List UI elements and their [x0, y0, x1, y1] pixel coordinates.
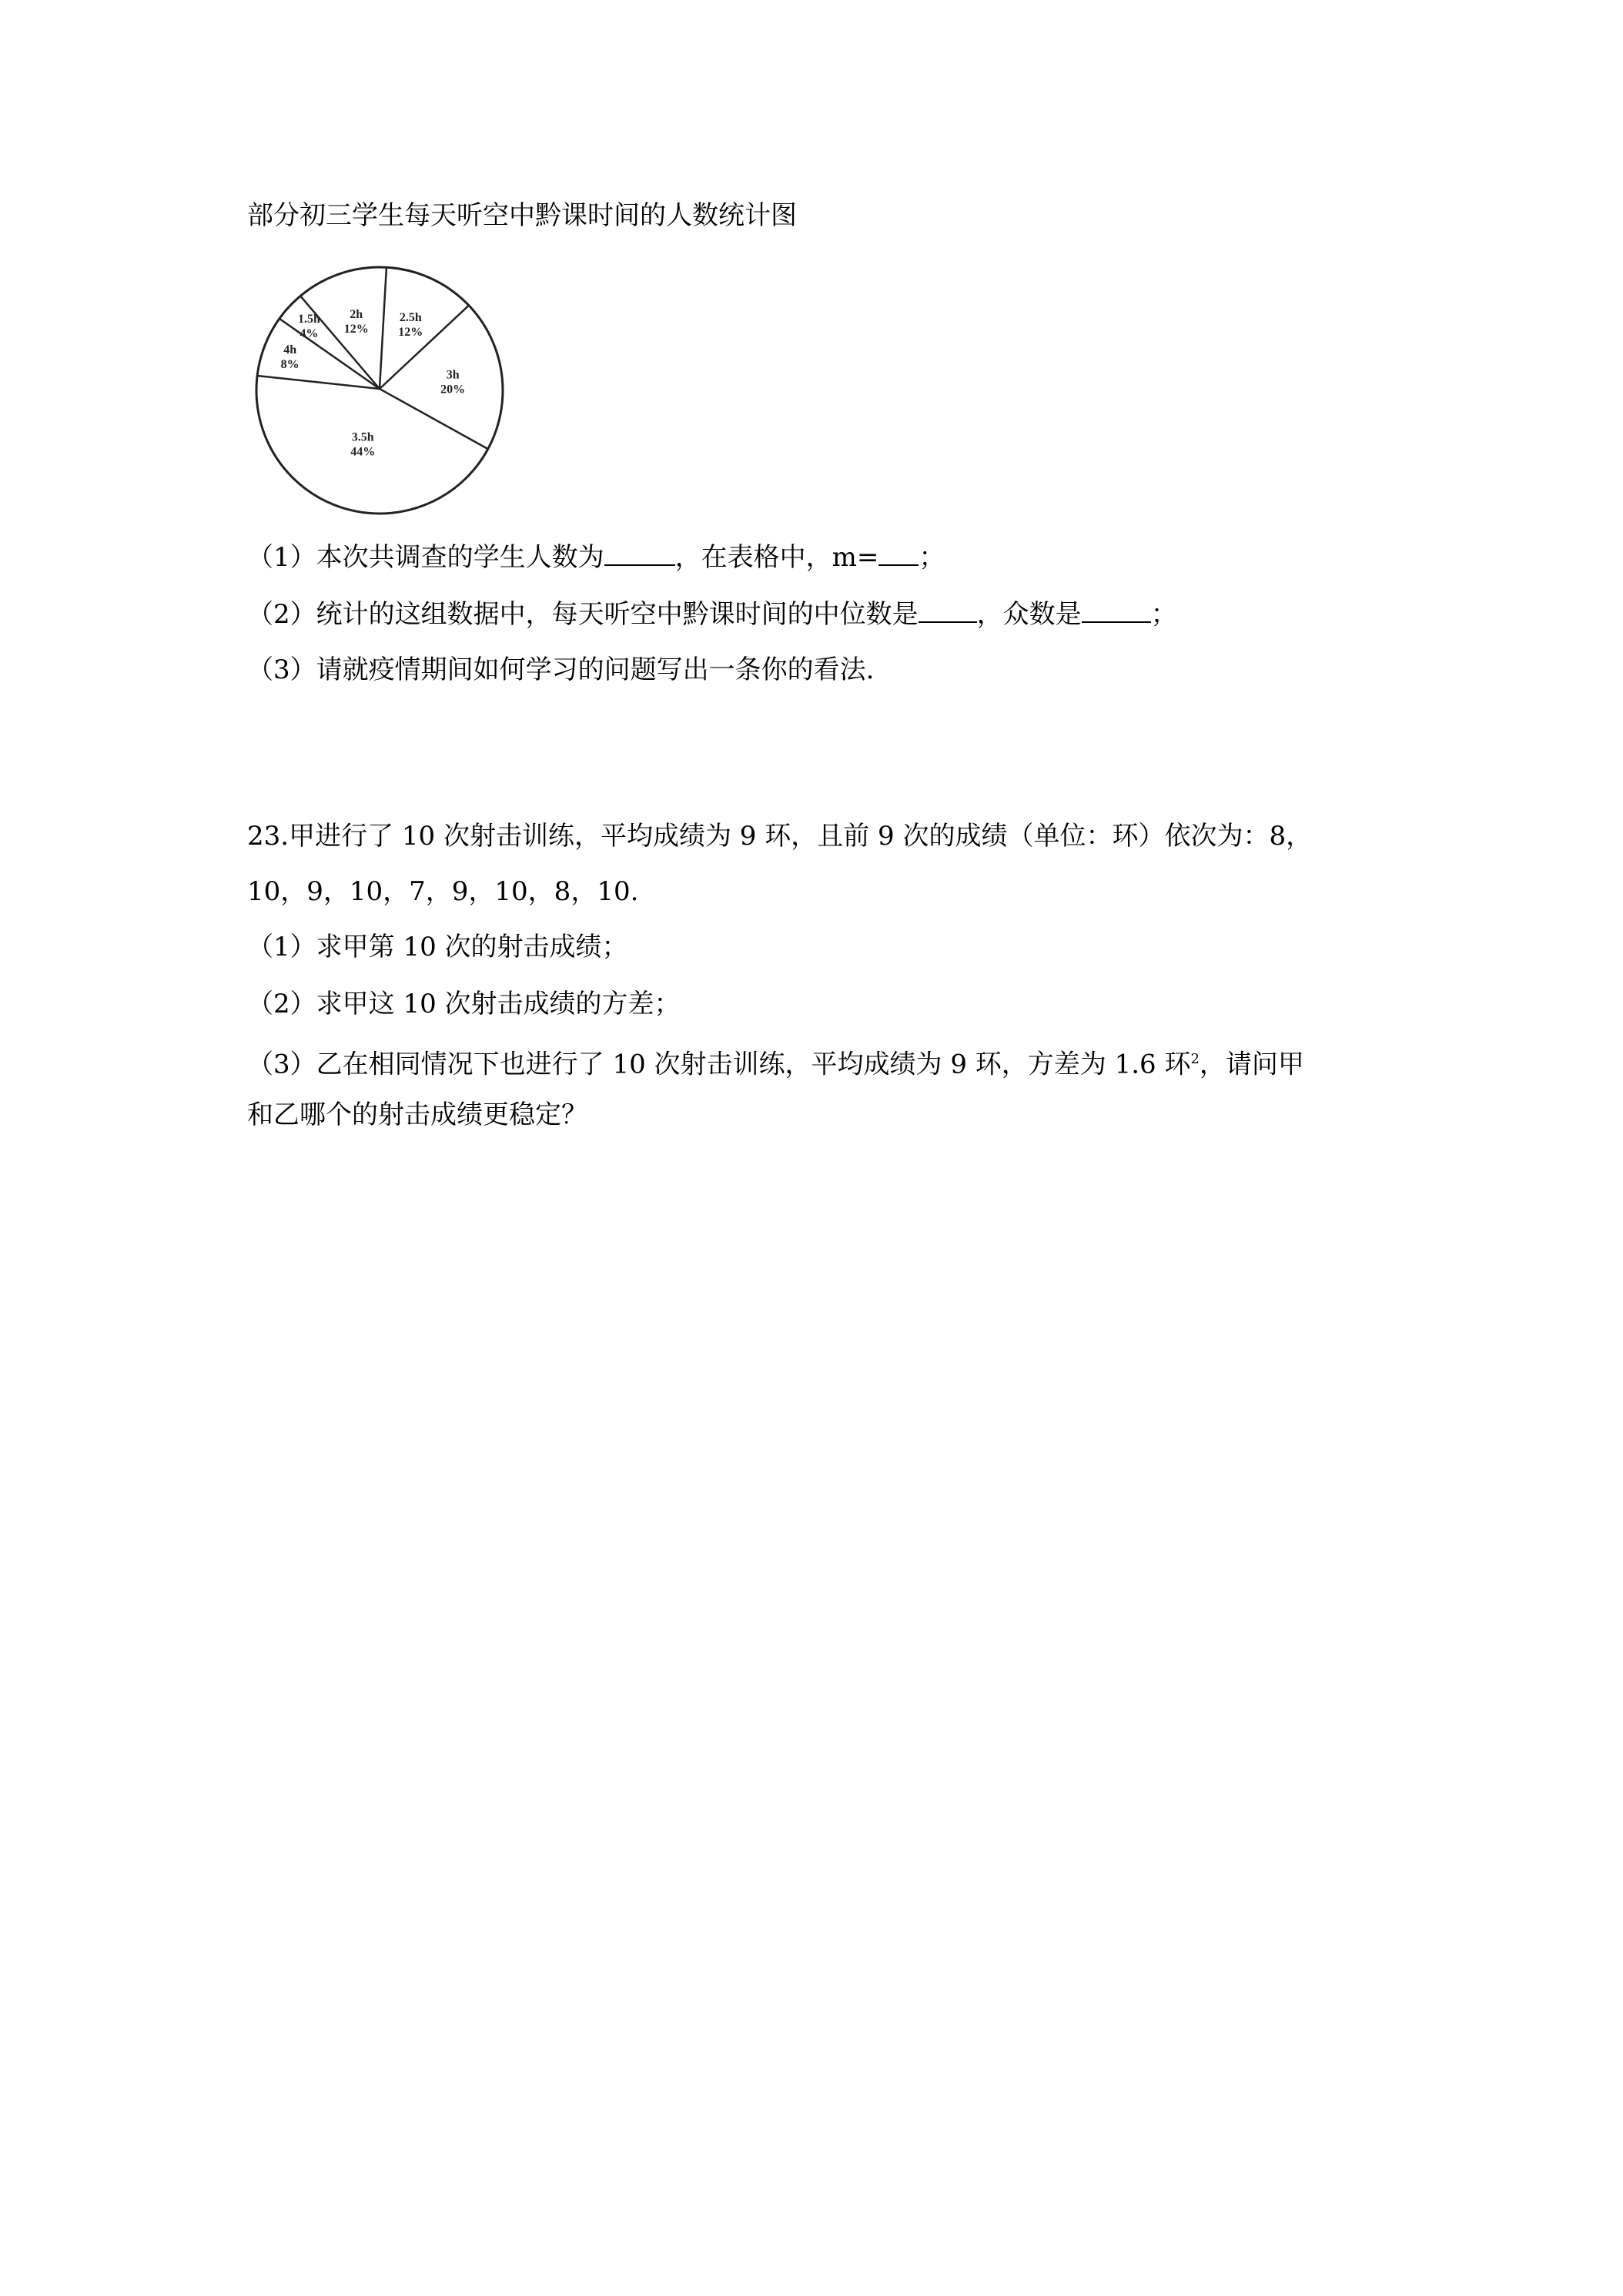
- pie-slice-label: 3.5h: [351, 430, 374, 444]
- q23-part1: （1）求甲第 10 次的射击成绩；: [247, 932, 628, 962]
- pie-slice-label: 3h: [446, 368, 460, 382]
- pie-slice-percent: 4%: [300, 327, 319, 341]
- answer-blank-m: [878, 541, 919, 566]
- chart-title: 部分初三学生每天听空中黔课时间的人数统计图: [247, 200, 797, 231]
- pie-slice-percent: 12%: [343, 322, 369, 336]
- q22-part1-text-b: ，在表格中，m=: [674, 542, 879, 573]
- answer-blank-student-count: [604, 541, 675, 566]
- pie-slice-label: 2h: [350, 307, 363, 321]
- q23-part3-superscript: 2: [1190, 1051, 1200, 1067]
- q22-part3: （3）请就疫情期间如何学习的问题写出一条你的看法.: [247, 654, 875, 685]
- q22-part1-text-a: （1）本次共调查的学生人数为: [247, 542, 604, 573]
- q22-part2-text-a: （2）统计的这组数据中，每天听空中黔课时间的中位数是: [247, 599, 919, 630]
- pie-slice-percent: 20%: [440, 383, 466, 397]
- q23-part3-line1: [247, 1043, 1304, 1081]
- q22-part2-text-b: ，众数是: [976, 599, 1082, 630]
- pie-slice-percent: 44%: [350, 445, 376, 459]
- q23-stem-line2: 10，9，10，7，9，10，8，10.: [247, 876, 639, 907]
- q23-part3-text-a: （3）乙在相同情况下也进行了 10 次射击训练，平均成绩为 9 环，方差为 1.6 环: [247, 1049, 1191, 1080]
- q23-part3-line2: 和乙哪个的射击成绩更稳定？: [247, 1099, 587, 1130]
- pie-slice-label: 1.5h: [297, 313, 320, 326]
- q22-part2-text-c: ；: [1150, 599, 1177, 630]
- q23-part3-text-b: ，请问甲: [1199, 1049, 1304, 1080]
- answer-blank-mode: [1082, 598, 1151, 623]
- pie-slice-label: 4h: [283, 343, 297, 356]
- q23-stem-line1: 23.甲进行了 10 次射击训练，平均成绩为 9 环，且前 9 次的成绩（单位：环）依次为：8，: [247, 821, 1313, 852]
- pie-slice-percent: 8%: [280, 357, 300, 371]
- pie-chart: [247, 258, 513, 524]
- answer-blank-median: [919, 598, 977, 623]
- q22-part2: [247, 597, 1177, 631]
- q22-part1-text-c: ；: [919, 542, 945, 573]
- pie-slice-percent: 12%: [398, 325, 423, 339]
- pie-slice-label: 2.5h: [399, 310, 422, 324]
- pie-outline: [256, 267, 503, 514]
- pie-chart-svg: [247, 258, 513, 524]
- q22-part1: [247, 541, 945, 574]
- q23-part2: （2）求甲这 10 次射击成绩的方差；: [247, 989, 681, 1019]
